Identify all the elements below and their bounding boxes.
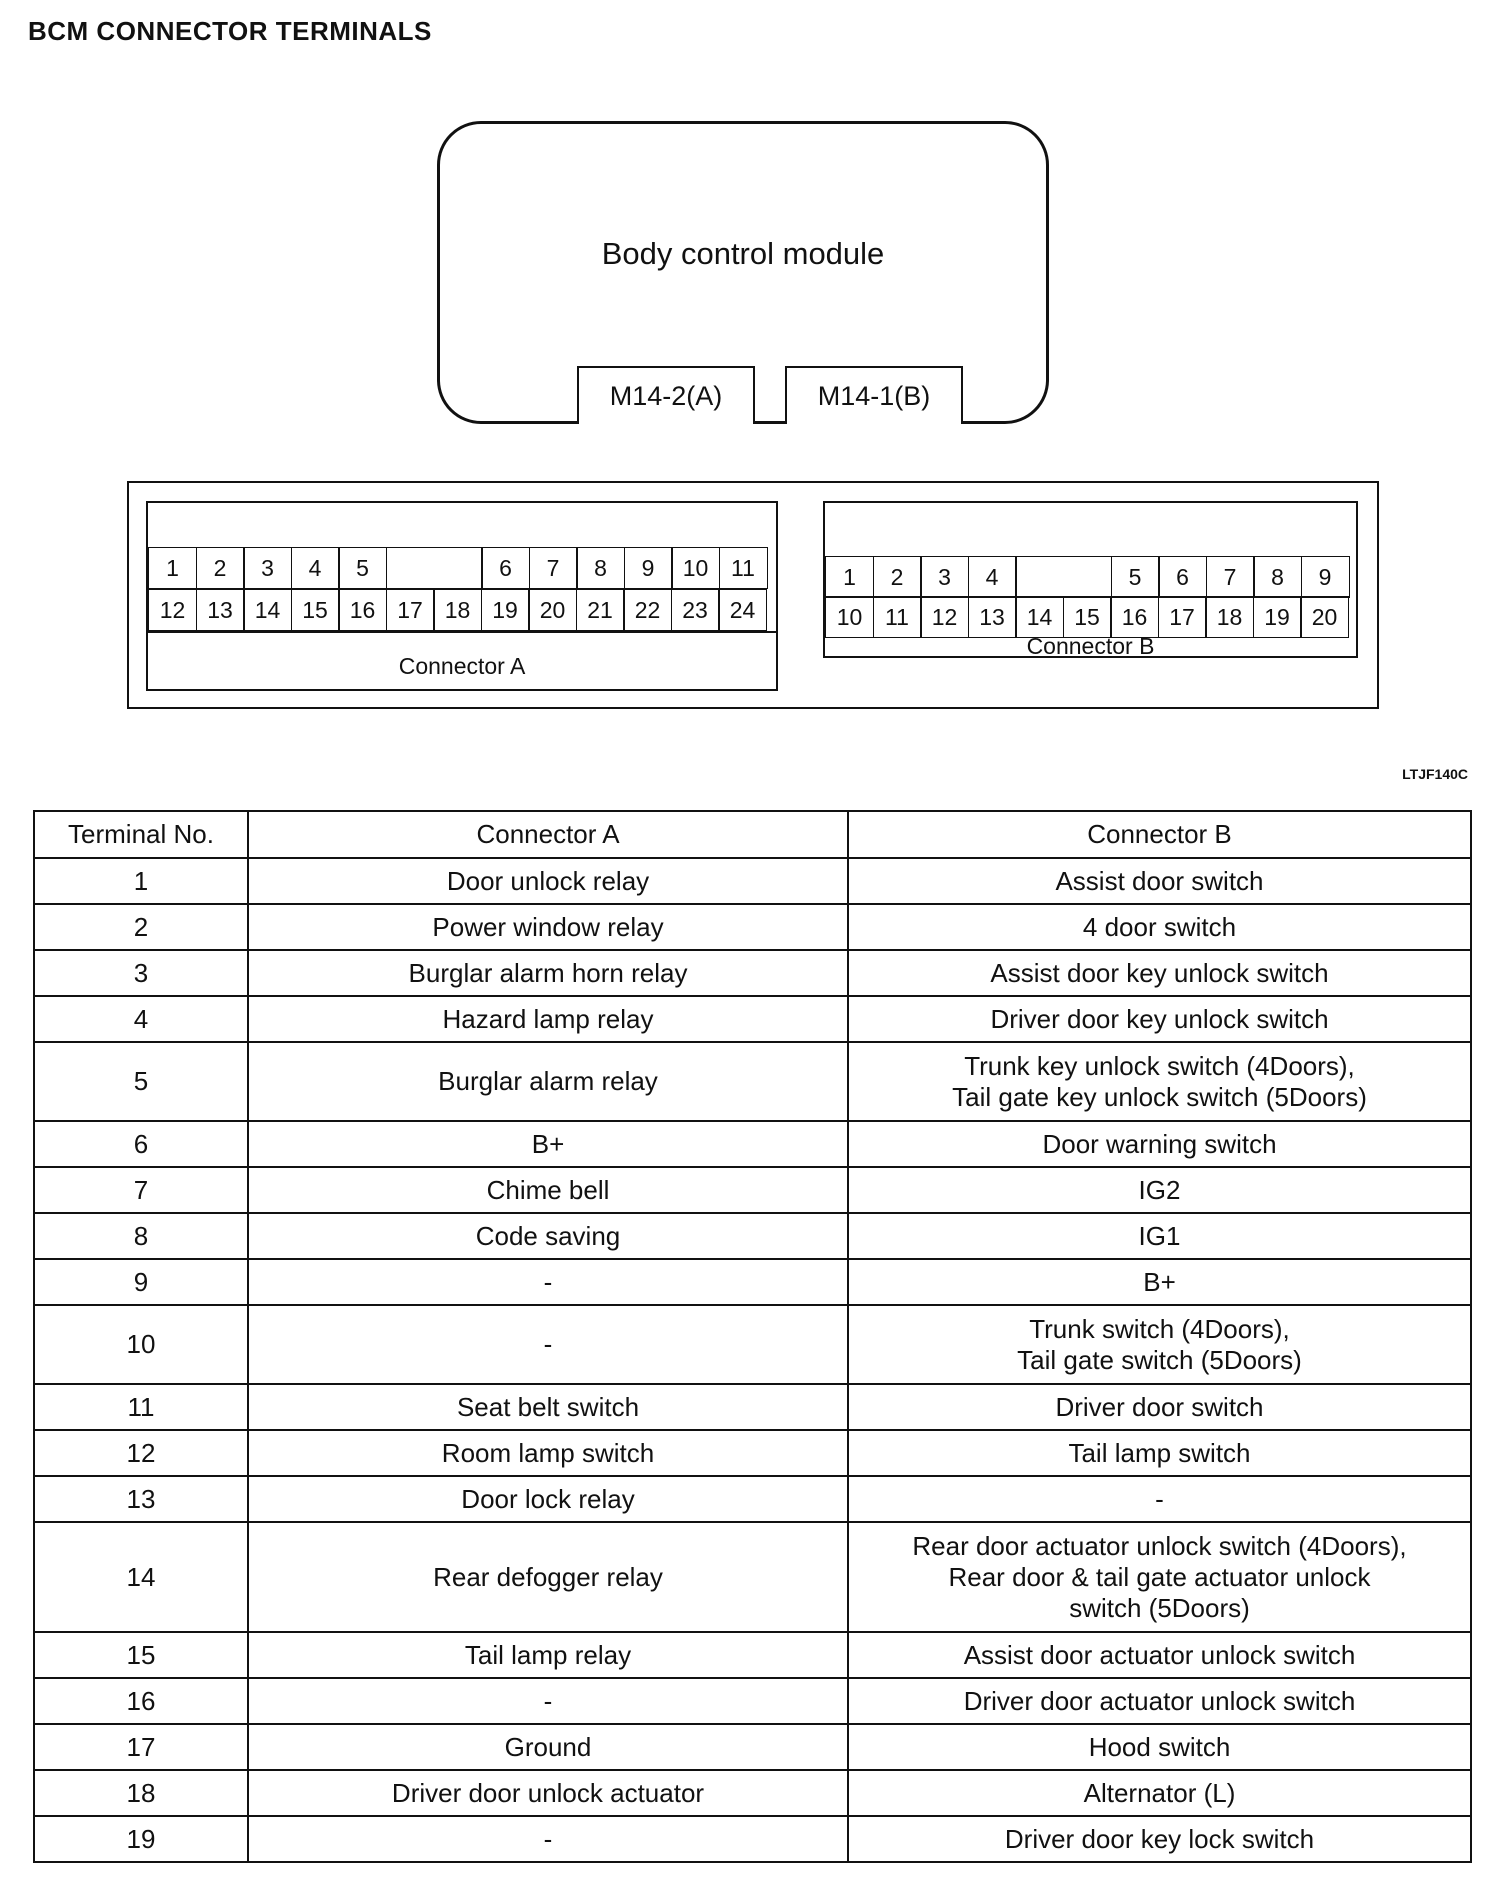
connector-a-function: Burglar alarm horn relay [248, 950, 848, 996]
connector-a-function: Code saving [248, 1213, 848, 1259]
connector-b-line: Assist door actuator unlock switch [963, 1639, 1356, 1670]
table-row [34, 1305, 1471, 1384]
connector-b-function [848, 950, 1471, 996]
header-connector-a: Connector A [248, 811, 848, 858]
pin-11: 11 [719, 547, 768, 589]
pin-6: 6 [481, 547, 530, 589]
pin-10: 10 [825, 596, 874, 638]
table-row [34, 1384, 1471, 1430]
header-connector-b: Connector B [848, 811, 1471, 858]
table-row [34, 1430, 1471, 1476]
pin-2: 2 [196, 547, 245, 589]
table-row [34, 1167, 1471, 1213]
connector-a-label: Connector A [398, 653, 526, 679]
terminal-number: 9 [34, 1259, 248, 1305]
connector-b-function [848, 1167, 1471, 1213]
connector-a-function: Ground [248, 1724, 848, 1770]
pin-3: 3 [243, 547, 292, 589]
table-row [34, 1770, 1471, 1816]
pin-7: 7 [1206, 556, 1255, 598]
pin-9: 9 [1301, 556, 1350, 598]
connector-a-function: Tail lamp relay [248, 1632, 848, 1678]
connector-b-line: Door warning switch [1042, 1128, 1277, 1159]
pin-17: 17 [386, 589, 435, 631]
connector-b-line: switch (5Doors) [1069, 1592, 1250, 1623]
connector-b-line: Tail gate key unlock switch (5Doors) [952, 1081, 1367, 1112]
table-row [34, 1816, 1471, 1862]
table-row [34, 950, 1471, 996]
connector-b-line: Trunk key unlock switch (4Doors), [964, 1050, 1355, 1081]
pin-4: 4 [291, 547, 340, 589]
terminal-number: 1 [34, 858, 248, 904]
pin-13: 13 [968, 596, 1017, 638]
connector-b-line: Tail gate switch (5Doors) [1017, 1344, 1302, 1375]
connector-a-function: - [248, 1259, 848, 1305]
table-row [34, 1476, 1471, 1522]
connector-b-function [848, 996, 1471, 1042]
table-row [34, 1213, 1471, 1259]
pin-9: 9 [624, 547, 673, 589]
pin-12: 12 [148, 589, 197, 631]
pin-6: 6 [1158, 556, 1207, 598]
pin-1: 1 [825, 556, 874, 598]
divider [148, 631, 776, 633]
terminal-number: 17 [34, 1724, 248, 1770]
connector-b-function [848, 1816, 1471, 1862]
pin-16: 16 [338, 589, 387, 631]
connector-b-line: Rear door & tail gate actuator unlock [948, 1561, 1371, 1592]
table-row [34, 996, 1471, 1042]
pin-12: 12 [920, 596, 969, 638]
pin-15: 15 [1063, 596, 1112, 638]
connector-a-function: Rear defogger relay [248, 1522, 848, 1632]
connector-b-function [848, 1430, 1471, 1476]
body-control-module-diagram [437, 121, 1049, 424]
pin-4: 4 [968, 556, 1017, 598]
pin-blank [1015, 556, 1112, 598]
table-row [34, 1042, 1471, 1121]
connector-a-function: - [248, 1816, 848, 1862]
pin-20: 20 [528, 589, 577, 631]
connector-a-function: Power window relay [248, 904, 848, 950]
terminal-number: 2 [34, 904, 248, 950]
pin-18: 18 [433, 589, 482, 631]
connector-a-function: Hazard lamp relay [248, 996, 848, 1042]
terminal-table [33, 810, 1472, 1863]
connector-a-function: Room lamp switch [248, 1430, 848, 1476]
connector-b-line: Hood switch [1088, 1731, 1231, 1762]
terminal-number: 16 [34, 1678, 248, 1724]
connector-a-top-row [148, 547, 766, 589]
table-row [34, 1121, 1471, 1167]
connector-a-function: B+ [248, 1121, 848, 1167]
pin-23: 23 [671, 589, 720, 631]
pin-3: 3 [920, 556, 969, 598]
terminal-number: 6 [34, 1121, 248, 1167]
pin-15: 15 [291, 589, 340, 631]
figure-reference: LTJF140C [1402, 766, 1468, 782]
connector-a-function: Chime bell [248, 1167, 848, 1213]
terminal-number: 11 [34, 1384, 248, 1430]
connector-b-line: Driver door key unlock switch [990, 1003, 1329, 1034]
pin-14: 14 [243, 589, 292, 631]
connector-b-function [848, 1522, 1471, 1632]
connector-b-line: Rear door actuator unlock switch (4Doors), [912, 1530, 1407, 1561]
pin-16: 16 [1110, 596, 1159, 638]
connector-a-diagram [146, 501, 778, 691]
pin-blank [386, 547, 483, 589]
pin-24: 24 [718, 589, 767, 631]
connector-b-function [848, 1121, 1471, 1167]
terminal-number: 10 [34, 1305, 248, 1384]
pin-10: 10 [671, 547, 720, 589]
connector-b-line: IG1 [1138, 1220, 1181, 1251]
pin-13: 13 [196, 589, 245, 631]
connector-a-function: - [248, 1678, 848, 1724]
connector-a-function: Burglar alarm relay [248, 1042, 848, 1121]
pin-8: 8 [576, 547, 625, 589]
terminal-number: 19 [34, 1816, 248, 1862]
connector-b-line: B+ [1143, 1266, 1176, 1297]
pin-20: 20 [1300, 596, 1349, 638]
pin-2: 2 [873, 556, 922, 598]
terminal-number: 18 [34, 1770, 248, 1816]
connector-b-function [848, 1305, 1471, 1384]
connector-a-function: - [248, 1305, 848, 1384]
pin-1: 1 [148, 547, 197, 589]
port-m14-2a: M14-2(A) [577, 366, 755, 424]
table-row [34, 1259, 1471, 1305]
connector-b-function [848, 1770, 1471, 1816]
pin-7: 7 [529, 547, 578, 589]
pin-19: 19 [1253, 596, 1302, 638]
connector-b-line: Assist door key unlock switch [990, 957, 1329, 988]
connector-b-function [848, 1259, 1471, 1305]
connector-b-line: Driver door switch [1055, 1391, 1264, 1422]
connector-b-function [848, 904, 1471, 950]
connector-b-line: - [1155, 1483, 1164, 1514]
pin-22: 22 [623, 589, 672, 631]
connector-b-function [848, 1042, 1471, 1121]
terminal-number: 13 [34, 1476, 248, 1522]
connector-a-function: Door lock relay [248, 1476, 848, 1522]
connector-a-bottom-row [148, 589, 766, 631]
connector-b-function [848, 1632, 1471, 1678]
connector-frame [127, 481, 1379, 709]
table-row [34, 904, 1471, 950]
table-row [34, 858, 1471, 904]
pin-5: 5 [1111, 556, 1160, 598]
terminal-number: 7 [34, 1167, 248, 1213]
module-label: Body control module [601, 236, 885, 271]
connector-b-diagram [823, 501, 1358, 658]
port-m14-1b: M14-1(B) [785, 366, 963, 424]
terminal-number: 3 [34, 950, 248, 996]
pin-19: 19 [481, 589, 530, 631]
pin-21: 21 [576, 589, 625, 631]
pin-18: 18 [1205, 596, 1254, 638]
connector-b-top-row [825, 556, 1348, 598]
pin-14: 14 [1015, 596, 1064, 638]
connector-b-bottom-row [825, 596, 1348, 638]
table-row [34, 1632, 1471, 1678]
connector-a-function: Seat belt switch [248, 1384, 848, 1430]
terminal-number: 14 [34, 1522, 248, 1632]
connector-b-function [848, 1724, 1471, 1770]
terminal-number: 4 [34, 996, 248, 1042]
connector-b-line: Assist door switch [1055, 865, 1264, 896]
header-terminal-no: Terminal No. [34, 811, 248, 858]
connector-b-function [848, 1384, 1471, 1430]
table-header-row [34, 811, 1471, 858]
connector-b-label: Connector B [1026, 633, 1155, 659]
table-row [34, 1678, 1471, 1724]
terminal-number: 12 [34, 1430, 248, 1476]
pin-8: 8 [1253, 556, 1302, 598]
pin-5: 5 [338, 547, 387, 589]
connector-b-function [848, 1213, 1471, 1259]
connector-b-line: IG2 [1138, 1174, 1181, 1205]
connector-b-line: Trunk switch (4Doors), [1029, 1313, 1290, 1344]
page-title: BCM CONNECTOR TERMINALS [28, 16, 432, 46]
terminal-number: 5 [34, 1042, 248, 1121]
connector-b-line: Driver door actuator unlock switch [963, 1685, 1356, 1716]
connector-b-line: Driver door key lock switch [1004, 1823, 1315, 1854]
connector-b-line: Alternator (L) [1083, 1777, 1236, 1808]
connector-b-line: 4 door switch [1082, 911, 1237, 942]
connector-b-function [848, 1476, 1471, 1522]
pin-17: 17 [1158, 596, 1207, 638]
table-row [34, 1724, 1471, 1770]
connector-b-line: Tail lamp switch [1068, 1437, 1251, 1468]
table-row [34, 1522, 1471, 1632]
connector-b-function [848, 858, 1471, 904]
connector-b-function [848, 1678, 1471, 1724]
connector-a-function: Door unlock relay [248, 858, 848, 904]
pin-11: 11 [873, 596, 922, 638]
terminal-number: 15 [34, 1632, 248, 1678]
connector-a-function: Driver door unlock actuator [248, 1770, 848, 1816]
terminal-number: 8 [34, 1213, 248, 1259]
